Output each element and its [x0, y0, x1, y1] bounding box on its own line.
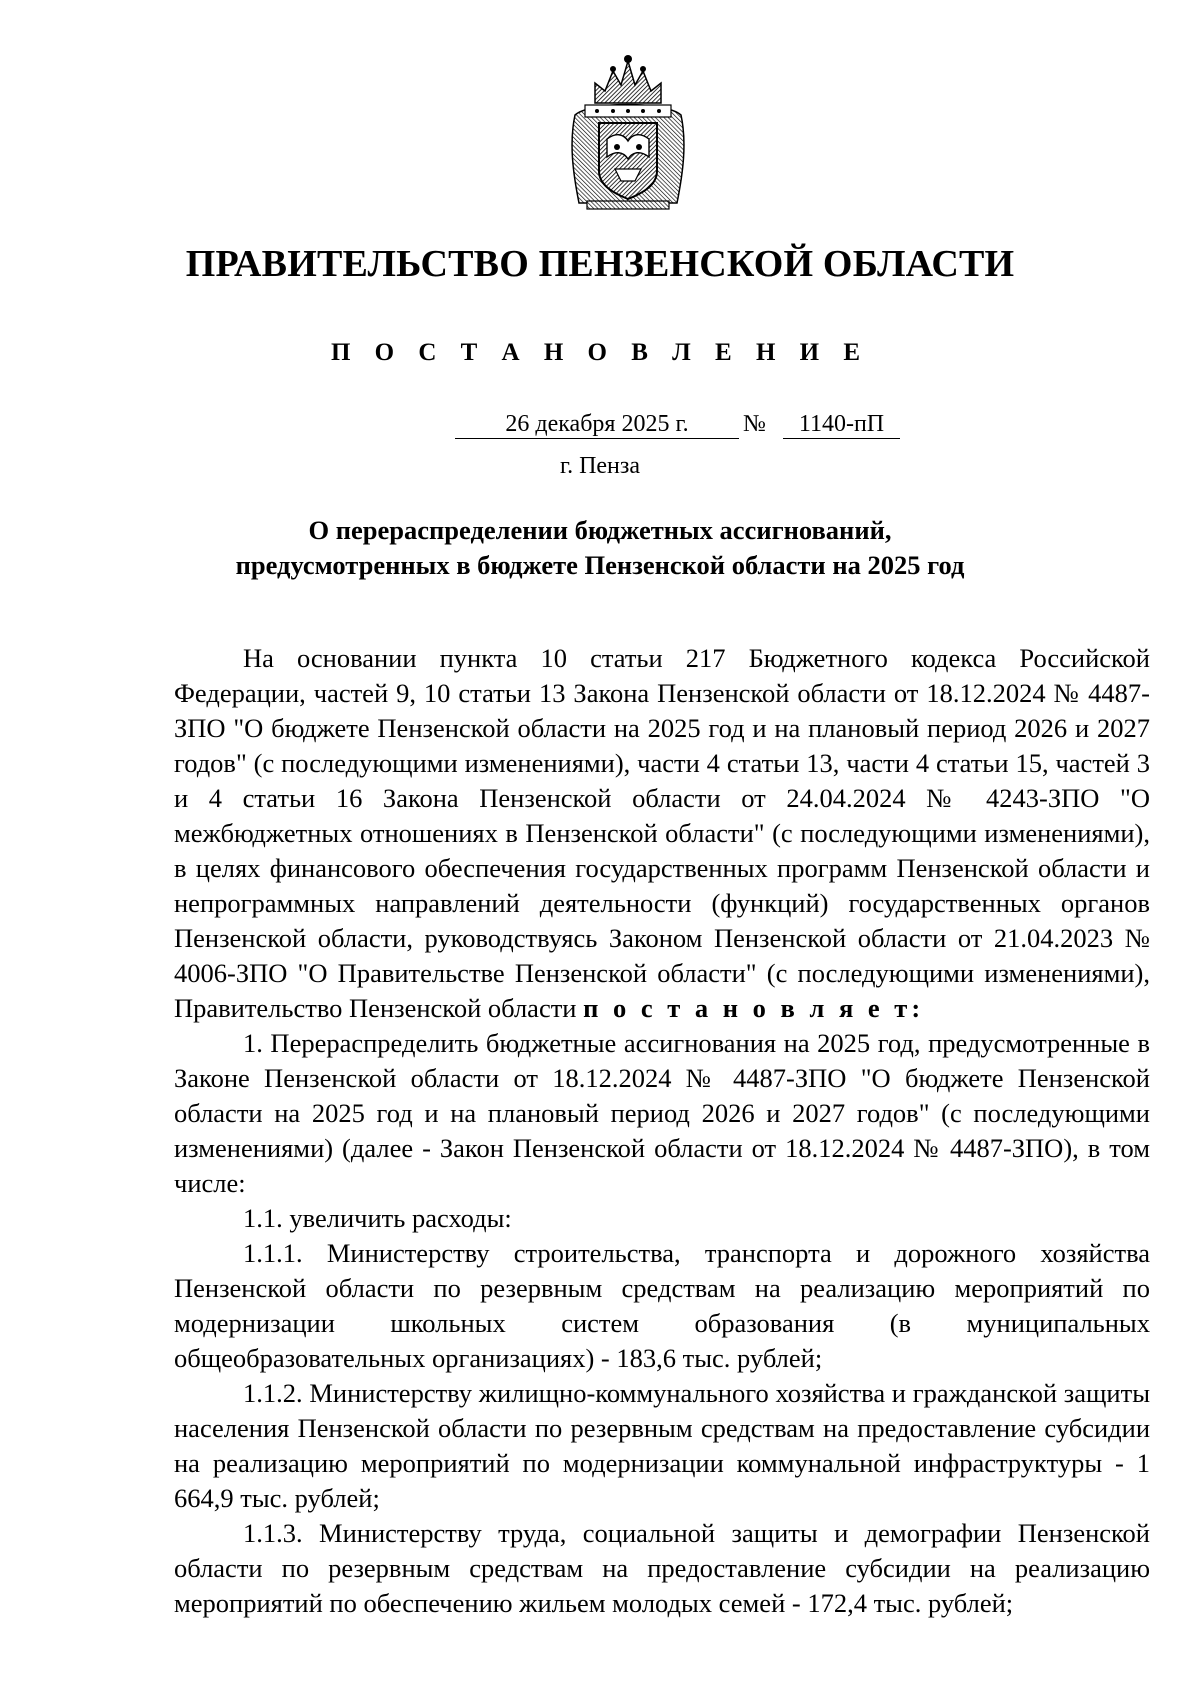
preamble-paragraph: [174, 641, 1150, 1026]
preamble-text: На основании пункта 10 статьи 217 Бюджетного кодекса Российской Федерации, частей 9, 10 статьи 13 Закона Пензенской области от 18.12.2024 № 4487-ЗПО "О бюджете Пензенской области на 2025 год и на плановый период 2026 и 2027 годов" (с последующими изменениями), части 4 статьи 13, части 4 статьи 15, частей 3 и 4 статьи 16 Закона Пензенской области от 24.04.2024 № 4243-ЗПО "О межбюджетных отношениях в Пензенской области" (с последующими изменениями), в целях финансового обеспечения государственных программ Пензенской области и непрограммных направлений деятельности (функций) государственных органов Пензенской области, руководствуясь Законом Пензенской области от 21.04.2023 № 4006-ЗПО "О Правительстве Пензенской области" (с последующими изменениями), Правительство Пензенской области: [174, 643, 1150, 1023]
document-number: 1140-пП: [783, 410, 900, 439]
document-type: П О С Т А Н О В Л Е Н И Е: [330, 339, 870, 366]
paragraph-1: 1. Перераспределить бюджетные ассигнования на 2025 год, предусмотренные в Законе Пензенской области от 18.12.2024 № 4487-ЗПО "О бюджете Пензенской области на 2025 год и на плановый период 2026 и 2027 годов" (с последующими изменениями) (далее - Закон Пензенской области от 18.12.2024 № 4487-ЗПО), в том числе:: [174, 1028, 1150, 1198]
date-number-line: [0, 410, 1200, 442]
decree-word: п о с т а н о в л я е т:: [583, 993, 925, 1023]
subject-line-1: О перераспределении бюджетных ассигнований,: [308, 515, 892, 545]
government-title: ПРАВИТЕЛЬСТВО ПЕНЗЕНСКОЙ ОБЛАСТИ: [185, 243, 1015, 285]
city: г. Пенза: [559, 453, 641, 479]
subject-line-2: предусмотренных в бюджете Пензенской области на 2025 год: [235, 550, 965, 580]
document-date: 26 декабря 2025 г.: [455, 410, 739, 439]
document-subject: [0, 513, 1200, 583]
coat-of-arms-icon: [565, 53, 691, 213]
paragraph-1-1-3: 1.1.3. Министерству труда, социальной защиты и демографии Пензенской области по резервным средствам на предоставление субсидии на реализацию мероприятий по обеспечению жильем молодых семей - 172,4 тыс. рублей;: [174, 1518, 1150, 1618]
number-sign: №: [743, 411, 766, 437]
paragraph-1-1-2: 1.1.2. Министерству жилищно-коммунального хозяйства и гражданской защиты населения Пензенской области по резервным средствам на предоставление субсидии на реализацию мероприятий по модернизации коммунальной инфраструктуры - 1 664,9 тыс. рублей;: [174, 1378, 1150, 1513]
paragraph-1-1: 1.1. увеличить расходы:: [243, 1203, 512, 1233]
paragraph-1-1-1: 1.1.1. Министерству строительства, транспорта и дорожного хозяйства Пензенской области по резервным средствам на реализацию мероприятий по модернизации школьных систем образования (в муниципальных общеобразовательных организациях) - 183,6 тыс. рублей;: [174, 1238, 1150, 1373]
document-body: [174, 641, 1150, 1621]
